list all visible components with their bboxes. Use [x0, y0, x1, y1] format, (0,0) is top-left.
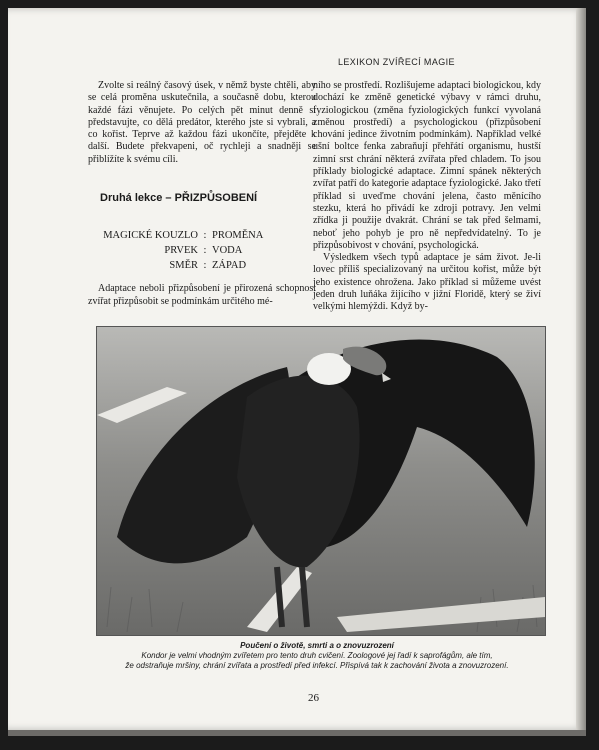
caption-line-1: Kondor je velmi vhodným zvířetem pro tento druh cvičení. Zoologové jej řadí k saprofágům, ale tím,	[141, 651, 493, 660]
book-page	[8, 8, 586, 730]
spell-separator: :	[203, 260, 207, 272]
spell-value: ZÁPAD	[212, 260, 247, 272]
section-heading: Druhá lekce – PŘIZPŮSOBENÍ	[100, 192, 258, 205]
right-column	[313, 80, 541, 314]
left-paragraph-2: Adaptace neboli přizpůsobení je přirozená schopnost zvířat přizpůsobit se podmínkám určitého mé-	[88, 283, 316, 307]
left-paragraph-1: Zvolte si reálný časový úsek, v němž byste chtěli, aby se celá proměna uskutečnila, a současně dobu, kterou každé fázi věnujete. Po celých pět minut denně si představujte, co dělá predátor, kterého jste si vybrali, a co kořist. Teprve až každou fázi ukončíte, přejděte k další. Budete překvapeni, oč rychleji a snadněji se přiblížíte k svému cíli.	[88, 80, 316, 165]
spell-separator: :	[203, 245, 207, 257]
right-paragraph-2: Výsledkem všech typů adaptace je sám život. Je-li lovec příliš specializovaný na určitou kořist, může být jeho existence ohrožena. Jako příklad si můžeme uvést jeden druh luňáka žijícího v jižní Floridě, který se živí velkými hlemýždi. Když by-	[313, 252, 541, 313]
spell-key: SMĚR	[169, 260, 198, 272]
page-edge	[8, 730, 586, 736]
photo-caption	[68, 641, 566, 671]
spell-key: MAGICKÉ KOUZLO	[103, 230, 198, 242]
spell-row	[88, 243, 316, 258]
condor-photo	[96, 326, 546, 636]
caption-title: Poučení o životě, smrti a o znovuzrození	[240, 641, 394, 650]
spell-separator: :	[203, 230, 207, 242]
running-header: LEXIKON ZVÍŘECÍ MAGIE	[338, 57, 455, 67]
right-paragraph-1: ního se prostředí. Rozlišujeme adaptaci biologickou, kdy dochází ke změně genetické výbavy v rámci druhu, fyziologickou (změna fyziologických funkcí vyvolaná změnou prostředí) a psychologickou (přizpůsobení chování jedince životním podmínkám). Například velké ušní boltce fenka zabraňují přehřátí organismu, hustší zimní srst chrání některá zvířata před chladem. To jsou příklady biologické adaptace. Zimní spánek některých zvířat patří do kategorie adaptace fyziologické. Jako třetí příklad si uveďme chování jelena, často měnícího stezku, která ho přivádí ke zdroji potravy. Jen velmi zřídka ji použije dvakrát. Chrání se tak před šelmami, neboť jeho pohyb je pro ně nepředvídatelný. To je přizpůsobivost v chování, psychologická.	[313, 80, 541, 251]
spell-key: PRVEK	[164, 245, 198, 257]
spell-row	[88, 228, 316, 243]
caption-line-2: že odstraňuje mršiny, chrání zvířata a prostředí před infekcí. Přispívá tak k zachování života a znovuzrození.	[125, 661, 509, 670]
spell-value: PROMĚNA	[212, 230, 264, 242]
spell-table	[88, 228, 316, 273]
spell-row	[88, 258, 316, 273]
condor-illustration	[97, 327, 545, 635]
spell-value: VODA	[212, 245, 243, 257]
left-column	[88, 80, 316, 308]
page-number: 26	[308, 692, 319, 704]
book-spine	[576, 8, 586, 730]
